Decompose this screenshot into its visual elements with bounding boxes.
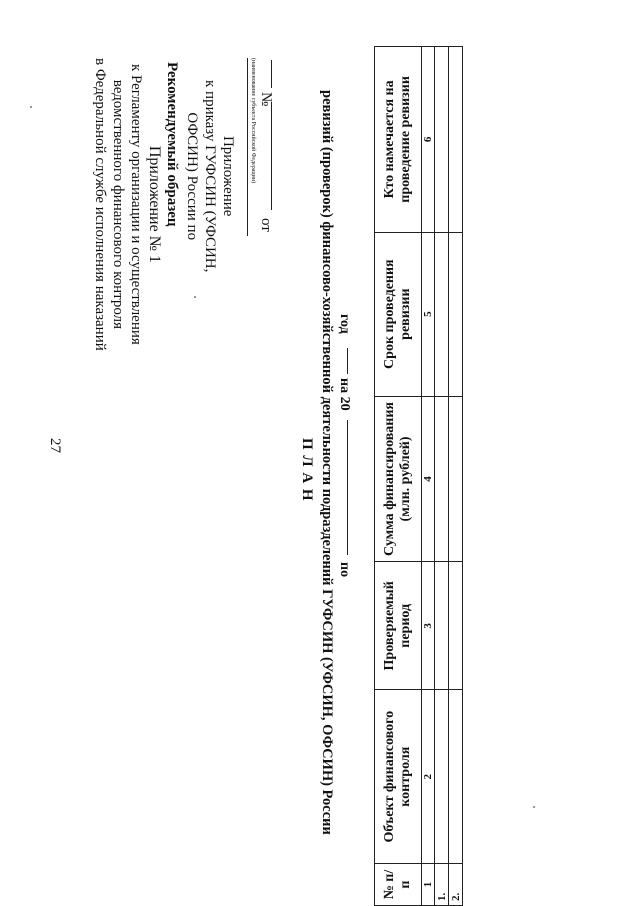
year-underline <box>347 348 348 374</box>
column-number: 2 <box>422 690 435 864</box>
scan-speck <box>194 296 196 298</box>
appendix-header <box>91 58 163 351</box>
table-header-row <box>375 47 422 906</box>
header-period: Проверяемый период <box>375 562 422 690</box>
page-number: 27 <box>47 438 63 453</box>
appendix-line-3: в Федеральной службе исполнения наказаний <box>92 58 108 351</box>
date-underline <box>271 102 272 210</box>
table-cell <box>449 690 463 864</box>
plan-subtitle: ревизий (проверок) финансово-хозяйственной деятельности подразделений ГУФСИН (УФСИН, ОФСИН) России <box>319 90 335 835</box>
column-number: 3 <box>422 562 435 690</box>
region-caption: (наименование субъекта Российской Федерации) <box>250 58 256 184</box>
table-cell <box>435 690 449 864</box>
column-number: 4 <box>422 396 435 562</box>
table-cell: 2. <box>449 864 463 906</box>
header-number: № п/п <box>375 864 422 906</box>
scan-speck <box>533 806 535 808</box>
appendix-line-1: к Регламенту организации и осуществления <box>128 63 144 345</box>
column-number: 5 <box>422 232 435 396</box>
table-cell <box>449 47 463 233</box>
number-underline <box>271 60 272 88</box>
number-label: № <box>258 92 274 107</box>
year-suffix: год <box>337 314 352 334</box>
table-row <box>435 47 449 906</box>
header-object: Объект финансового контроля <box>375 690 422 864</box>
table-row <box>449 47 463 906</box>
header-term: Срок проведения ревизии <box>375 232 422 396</box>
region-underline <box>247 58 248 236</box>
table-cell <box>435 232 449 396</box>
header-responsible: Кто намечается на проведение ревизии <box>375 47 422 233</box>
table-cell <box>435 396 449 562</box>
column-number-row <box>422 47 435 906</box>
column-number: 1 <box>422 864 435 906</box>
column-number: 6 <box>422 47 435 233</box>
table-cell <box>435 562 449 690</box>
scan-speck <box>30 106 32 108</box>
header-amount: Сумма финансирования (млн. рублей) <box>375 396 422 562</box>
order-reference <box>183 80 237 272</box>
table-cell <box>449 232 463 396</box>
year-prefix: на 20 <box>337 378 352 411</box>
appendix-title: Приложение № 1 <box>146 145 163 263</box>
org-underline <box>347 420 348 555</box>
by-label: по <box>337 562 352 578</box>
table-cell <box>449 562 463 690</box>
order-line-2: к приказу ГУФСИН (УФСИН, <box>202 80 218 273</box>
plan-title: П Л А Н <box>299 438 315 502</box>
table-cell <box>435 47 449 233</box>
table-cell: 1. <box>435 864 449 906</box>
sample-label: Рекомендуемый образец <box>164 62 180 227</box>
appendix-line-2: ведомственного финансового контроля <box>110 79 126 330</box>
table-cell <box>449 396 463 562</box>
plan-table <box>374 46 463 906</box>
order-line-3: ОФСИН) России по <box>184 112 200 241</box>
order-line-1: Приложение <box>220 135 236 217</box>
from-label: от <box>258 218 274 232</box>
